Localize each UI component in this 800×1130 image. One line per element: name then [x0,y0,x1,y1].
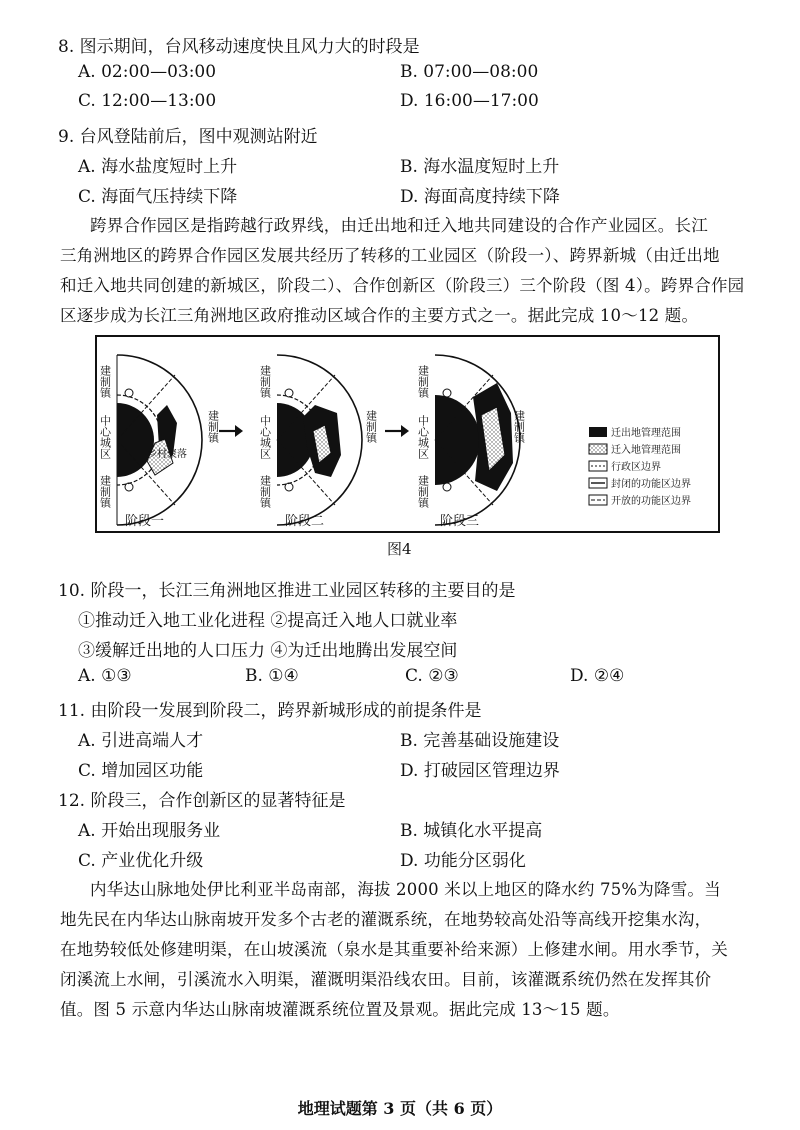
stage-3-center-label: 中心城区 [416,415,430,459]
q11-option-d: D. 打破园区管理边界 [400,761,560,781]
stage-2-town-label-top: 建制镇 [258,365,272,398]
q11-stem: 11. 由阶段一发展到阶段二，跨界新城形成的前提条件是 [58,701,482,721]
q8-option-a: A. 02:00—03:00 [78,62,217,82]
stage-label-3: 阶段三 [440,514,480,529]
q12-option-b: B. 城镇化水平提高 [400,821,543,841]
passage2-line: 在地势较低处修建明渠，在山坡溪流（泉水是其重要补给来源）上修建水闸。用水季节，关 [60,940,728,959]
legend-label-3: 封闭的功能区边界 [611,479,691,490]
figure-4 [95,335,720,533]
q9-stem: 9. 台风登陆前后，图中观测站附近 [58,127,318,147]
stage-1-center-label: 中心城区 [98,415,112,459]
q12-option-a: A. 开始出现服务业 [78,821,221,841]
q8-stem: 8. 图示期间，台风移动速度快且风力大的时段是 [58,37,420,57]
q10-option-a: A. ①③ [78,666,132,686]
stage-1-village-label: 乡村聚落 [147,449,187,460]
passage2-line: 闭溪流上水闸，引溪流水入明渠，灌溉明渠沿线农田。目前，该灌溉系统仍然在发挥其价 [60,970,712,989]
q10-statements-1: ①推动迁入地工业化进程 ②提高迁入地人口就业率 [78,611,458,631]
legend-label-1: 迁入地管理范围 [611,445,681,456]
q9-option-b: B. 海水温度短时上升 [400,157,560,177]
q10-option-c: C. ②③ [405,666,459,686]
stage-label-2: 阶段二 [285,514,325,529]
q8-option-b: B. 07:00—08:00 [400,62,539,82]
passage1-line: 跨界合作园区是指跨越行政界线，由迁出地和迁入地共同建设的合作产业园区。长江 [90,216,708,235]
passage2-line: 地先民在内华达山脉南坡开发多个古老的灌溉系统，在地势较高处沿等高线开挖集水沟， [60,910,712,929]
legend-swatch-move-in [589,444,607,454]
passage2-line: 值。图 5 示意内华达山脉南坡灌溉系统位置及景观。据此完成 13～15 题。 [60,1000,620,1019]
q8-option-d: D. 16:00—17:00 [400,91,539,111]
stage-label-1: 阶段一 [125,514,165,529]
stage-1-town-label-top: 建制镇 [98,365,112,398]
stage-2-town-label-right: 建制镇 [364,410,378,443]
passage2-line: 内华达山脉地处伊比利亚半岛南部，海拔 2000 米以上地区的降水约 75%为降雪。当 [90,880,721,899]
q12-stem: 12. 阶段三，合作创新区的显著特征是 [58,791,346,811]
stage-1-town-label-right: 建制镇 [206,410,220,443]
q12-option-d: D. 功能分区弱化 [400,851,526,871]
legend-label-2: 行政区边界 [611,462,661,473]
q12-option-c: C. 产业优化升级 [78,851,204,871]
q9-option-d: D. 海面高度持续下降 [400,187,560,207]
stage-1-town-label-bottom: 建制镇 [98,475,112,508]
legend-swatch-move-out [589,427,607,437]
page-footer: 地理试题第 3 页（共 6 页） [297,1099,503,1118]
stage-2-town-label-bottom: 建制镇 [258,475,272,508]
q10-option-b: B. ①④ [245,666,299,686]
q8-option-c: C. 12:00—13:00 [78,91,217,111]
q11-option-a: A. 引进高端人才 [78,731,204,751]
passage1-line: 和迁入地共同创建的新城区，阶段二）、合作创新区（阶段三）三个阶段（图 4）。跨界合作园 [60,276,745,295]
stage-2-center-label: 中心城区 [258,415,272,459]
q10-option-d: D. ②④ [570,666,625,686]
passage1-line: 区逐步成为长江三角洲地区政府推动区域合作的主要方式之一。据此完成 10～12 题。 [60,306,699,325]
legend-label-4: 开放的功能区边界 [611,496,691,507]
stage-3-town-label-right: 建制镇 [512,410,526,443]
q9-option-a: A. 海水盐度短时上升 [78,157,238,177]
stage-3-town-label-bottom: 建制镇 [416,475,430,508]
q11-option-c: C. 增加园区功能 [78,761,204,781]
q10-statements-2: ③缓解迁出地的人口压力 ④为迁出地腾出发展空间 [78,641,458,661]
legend-label-0: 迁出地管理范围 [611,428,681,439]
stage-3-town-label-top: 建制镇 [416,365,430,398]
q10-stem: 10. 阶段一，长江三角洲地区推进工业园区转移的主要目的是 [58,581,516,601]
figure-caption: 图4 [387,540,412,558]
q11-option-b: B. 完善基础设施建设 [400,731,560,751]
q9-option-c: C. 海面气压持续下降 [78,187,238,207]
passage1-line: 三角洲地区的跨界合作园区发展共经历了转移的工业园区（阶段一）、跨界新城（由迁出地 [60,246,720,265]
